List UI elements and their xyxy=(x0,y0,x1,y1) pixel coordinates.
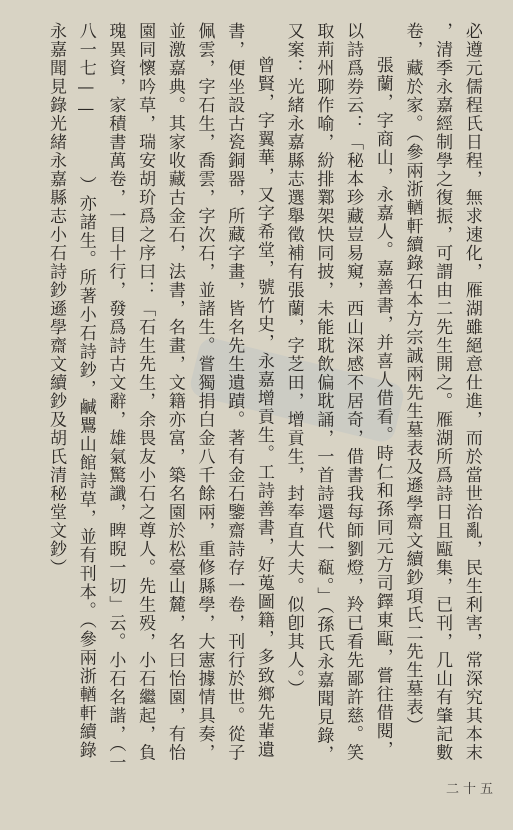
text-line: 以詩爲券云：「秘本珍藏豈易窺，西山深感不居奇，借書我每師劉燈，羚已看先鄙許慈。笑 xyxy=(343,22,364,762)
text-line: 瑰異資，家積書萬卷，一目十行，發爲詩古文辭，雄氣驚讖，睥睨一切」云。小石名諧，（一 xyxy=(105,22,126,772)
text-line: 又案：光緒永嘉縣志選舉徵補有張蘭，字芝田，增貢生，封奉直大夫。似卽其人。） xyxy=(283,22,304,698)
text-line: 卷，藏於家。（參兩浙輶軒續錄石本方宗誠兩先生墓表及遜學齋文續鈔項氏二先生墓表） xyxy=(402,22,423,735)
text-line: 必遵元儒程氏日程，無求速化，雁湖雖絕意仕進，而於當世治亂，民生利害，常深究其本末 xyxy=(461,22,482,762)
vertical-text-block xyxy=(44,22,484,792)
text-line: 八一七—— ）亦諸生。所著小石詩鈔，鹹鸎山館詩草，並有刊本。（參兩浙輶軒續錄 xyxy=(75,22,96,760)
text-line: 佩雲，字石生，喬雲，字次石，並諸生。嘗獨捐白金八千餘兩，重修縣學，大憲據情具奏， xyxy=(194,22,215,762)
text-line: 曾賢，字翼華，又字希堂，號竹史，永嘉增貢生。工詩善書，好蒐圖籍，多致鄉先輩遺 xyxy=(253,56,274,759)
text-line: 並激嘉典。其家收藏古金石，法書，名畫，文籍亦富，築名園於松臺山麓，名曰怡園，有怡 xyxy=(164,22,185,762)
text-line: 書，便坐設古瓷銅器，所藏字畫，皆名先生遺蹟。著有金石鑒齋詩存一卷，刊行於世。從子 xyxy=(224,22,245,762)
text-line: ，清季永嘉經制學之復振，可謂由二先生開之。雁湖所爲詩日且甌集，已刊，几山有肇記數 xyxy=(432,22,453,762)
text-line: 張蘭，字商山，永嘉人。嘉善書，并喜人借看。時仁和孫同元方司鐸東甌，嘗往借閱， xyxy=(372,56,393,759)
text-line: 永嘉聞見錄光緒永嘉縣志小石詩鈔遜學齋文續鈔及胡氏清秘堂文鈔） xyxy=(46,22,66,577)
text-line: 園同懷吟草，瑞安胡玠爲之序曰：「石生先生，余畏友小石之尊人。先生殁，小石繼起，負 xyxy=(135,22,156,762)
text-line: 取荊州聊作喻，紛排鄴架快同披，未能耽飲偏耽誦，一首詩還代一瓻。」（孫氏永嘉聞見錄， xyxy=(313,22,334,764)
page-number: 二十五 xyxy=(446,782,498,797)
